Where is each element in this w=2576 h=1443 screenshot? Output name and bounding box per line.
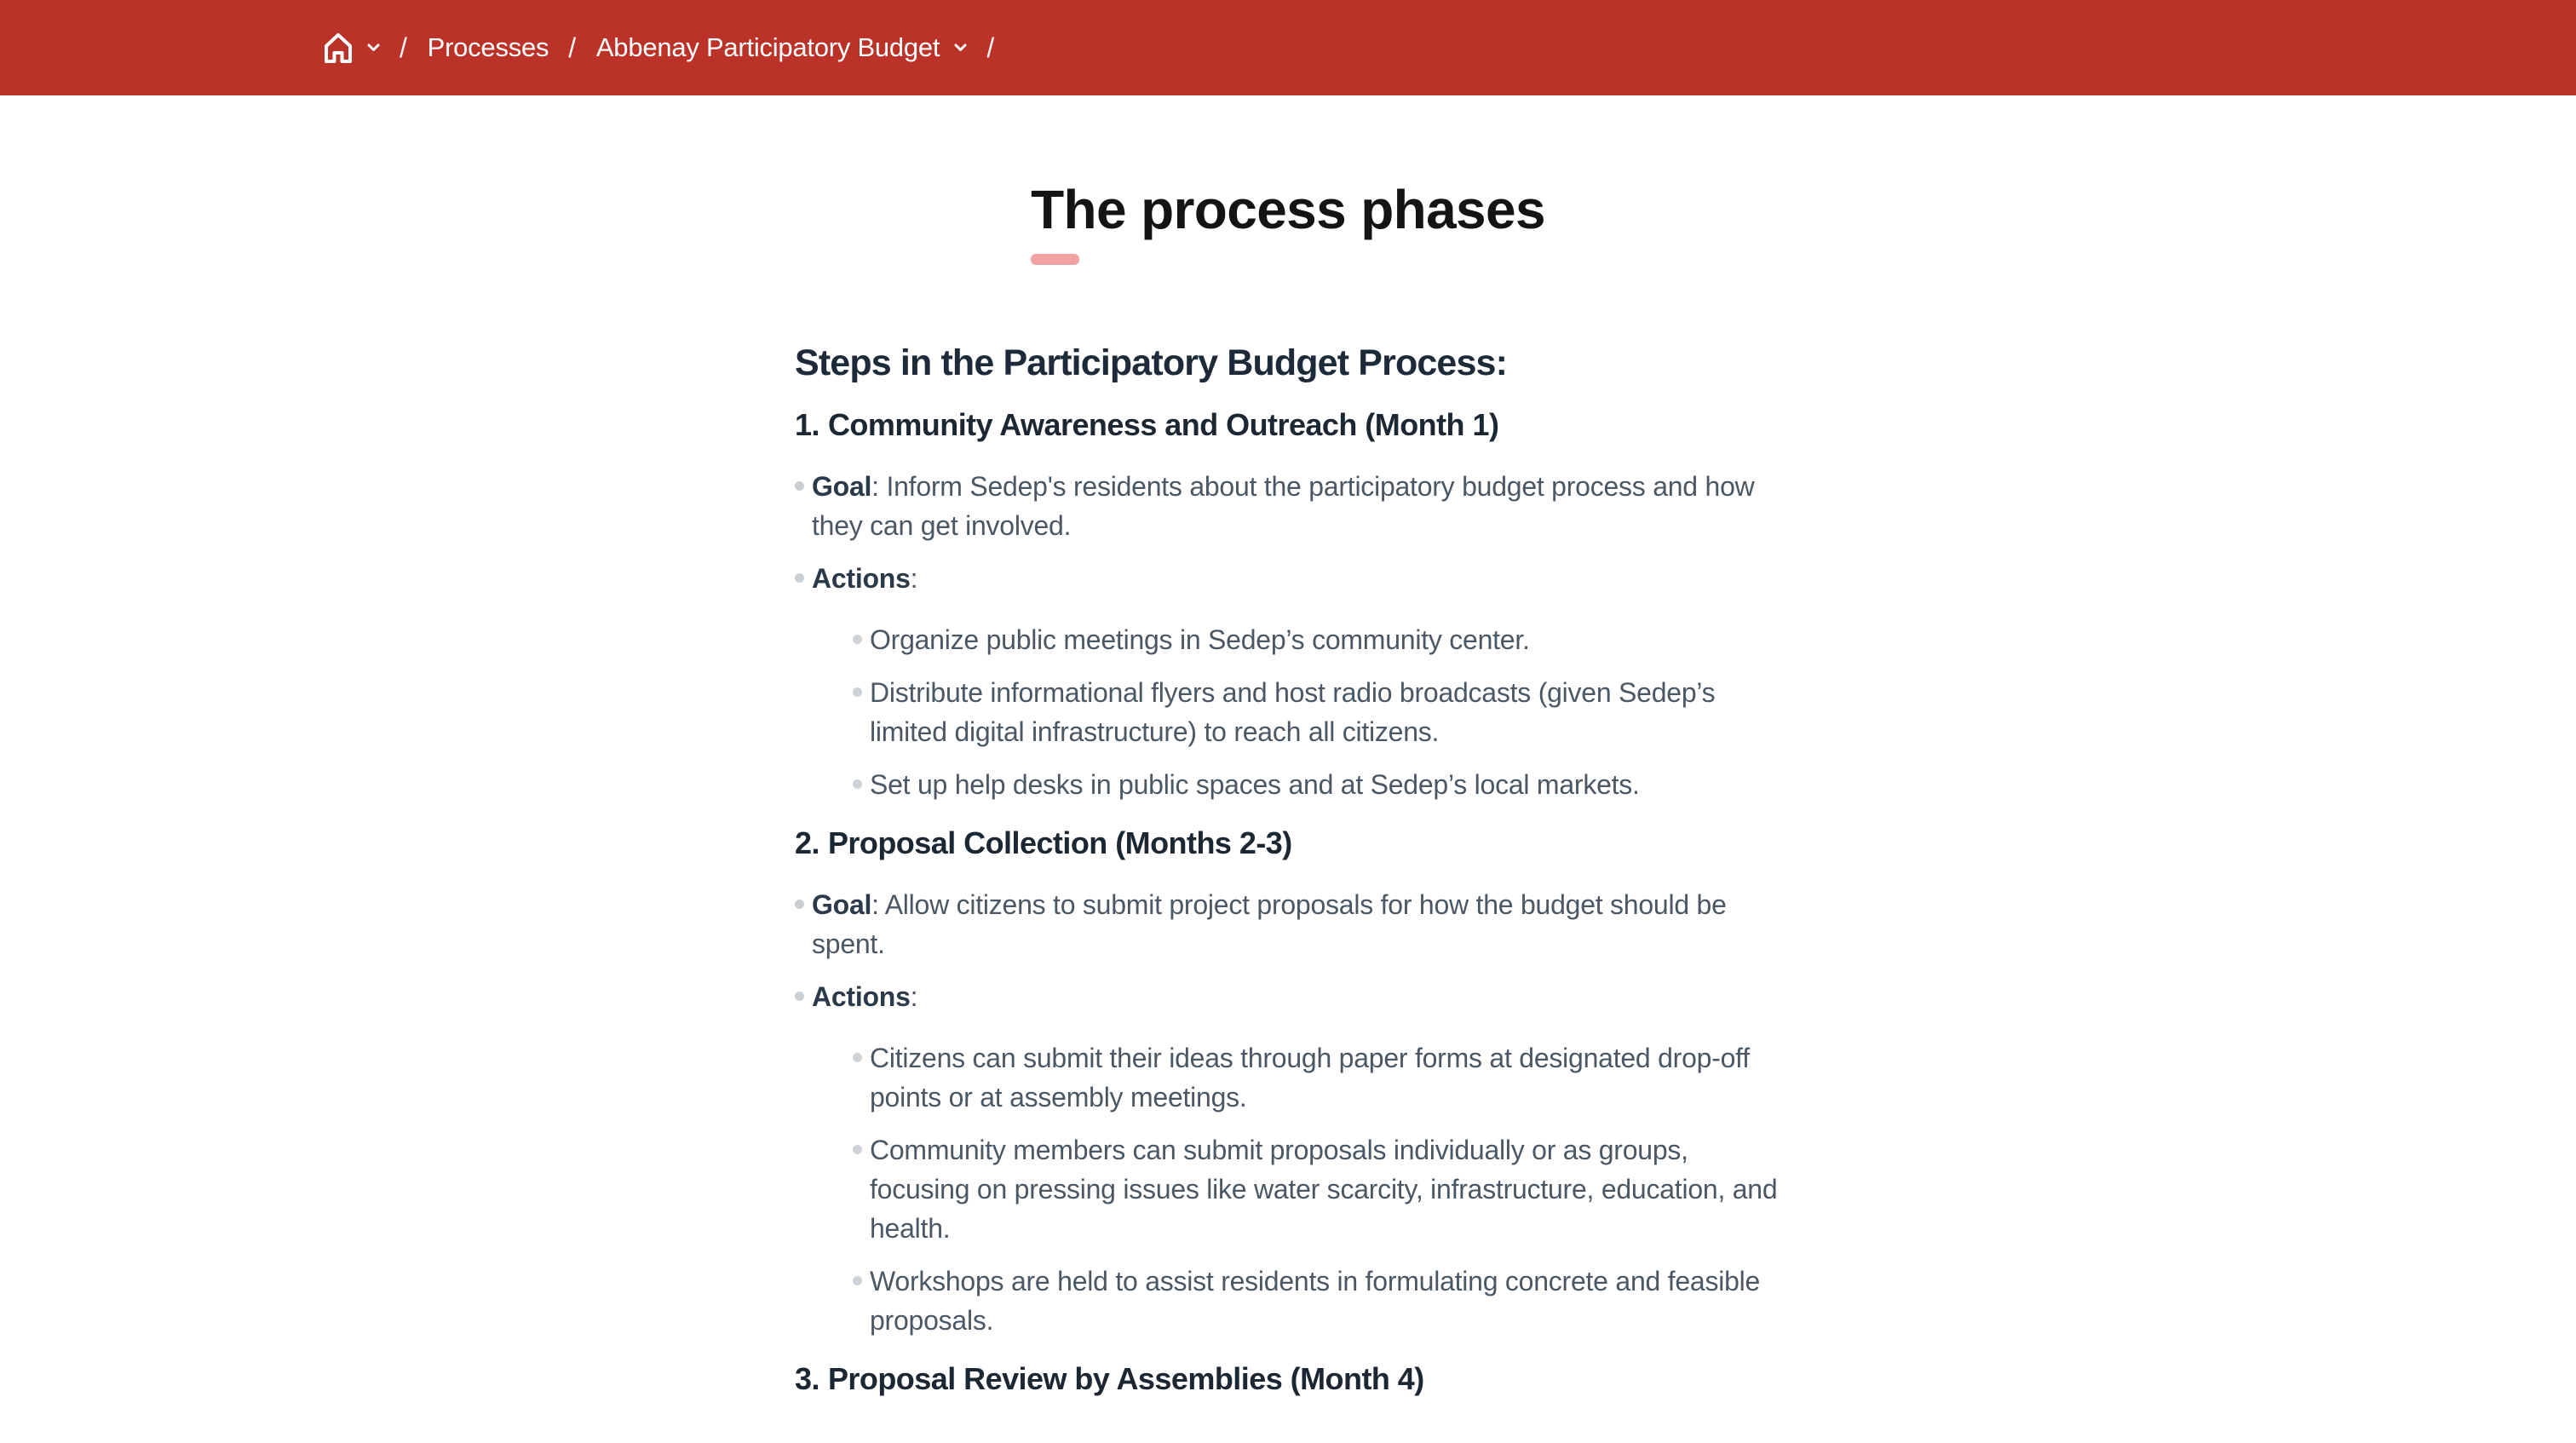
chevron-down-icon[interactable] <box>367 43 380 52</box>
goal-item <box>795 885 1781 963</box>
breadcrumb <box>324 32 994 64</box>
page-title-text: The process phases <box>1031 179 1545 240</box>
actions-label: Actions <box>812 563 911 594</box>
phase-2-actions-list <box>853 1038 1781 1340</box>
breadcrumb-link-processes[interactable]: Processes <box>427 32 549 62</box>
phase-1-title: Community Awareness and Outreach (Month 1) <box>827 407 1499 442</box>
actions-label: Actions <box>812 981 911 1012</box>
phase-1-actions-list <box>853 620 1781 804</box>
phase-section-3 <box>795 1360 1781 1397</box>
title-block <box>0 177 2576 265</box>
breadcrumb-separator: / <box>568 32 576 63</box>
actions-colon: : <box>910 563 918 594</box>
section-heading: Steps in the Participatory Budget Process: <box>795 342 1508 383</box>
phase-2-number: 2. <box>795 825 819 860</box>
actions-colon: : <box>910 981 918 1012</box>
phase-1-number: 1. <box>795 407 819 442</box>
page-title <box>1031 177 1545 265</box>
home-icon <box>324 32 353 64</box>
actions-item <box>795 977 1781 1340</box>
phase-2-title: Proposal Collection (Months 2-3) <box>827 825 1292 860</box>
phase-section-1 <box>795 406 1781 804</box>
actions-item <box>795 559 1781 804</box>
phase-1-list <box>795 467 1781 804</box>
action-item: Set up help desks in public spaces and at Sedep’s local markets. <box>853 765 1781 804</box>
phase-section-2 <box>795 825 1781 1340</box>
phase-2-heading <box>795 825 1781 861</box>
action-item: Distribute informational flyers and host radio broadcasts (given Sedep’s limited digital infrastructure) to reach all citizens. <box>853 673 1781 751</box>
goal-text: : Inform Sedep's residents about the participatory budget process and how they can get involved. <box>812 471 1755 541</box>
action-item: Organize public meetings in Sedep’s community center. <box>853 620 1781 659</box>
phase-1-heading <box>795 406 1781 443</box>
breadcrumb-bar <box>0 0 2576 95</box>
page-content <box>795 341 1781 1397</box>
action-item: Citizens can submit their ideas through paper forms at designated drop-off points or at assembly meetings. <box>853 1038 1781 1117</box>
process-page <box>0 177 2576 1397</box>
phase-3-heading <box>795 1360 1781 1397</box>
goal-label: Goal <box>812 889 872 920</box>
breadcrumb-container <box>324 32 2252 64</box>
title-underline-decoration <box>1031 254 1079 265</box>
home-link[interactable] <box>324 32 353 64</box>
breadcrumb-link-current-process[interactable]: Abbenay Participatory Budget <box>595 32 940 62</box>
breadcrumb-separator: / <box>986 32 994 63</box>
goal-item <box>795 467 1781 545</box>
chevron-down-icon[interactable] <box>954 43 967 52</box>
action-item: Community members can submit proposals individually or as groups, focusing on pressing issues like water scarcity, infrastructure, education, and health. <box>853 1130 1781 1248</box>
goal-text: : Allow citizens to submit project proposals for how the budget should be spent. <box>812 889 1727 959</box>
breadcrumb-separator: / <box>400 32 407 63</box>
phase-2-list <box>795 885 1781 1340</box>
goal-label: Goal <box>812 471 872 502</box>
phase-3-number: 3. <box>795 1361 819 1396</box>
action-item: Workshops are held to assist residents in formulating concrete and feasible proposals. <box>853 1262 1781 1340</box>
phase-3-title: Proposal Review by Assemblies (Month 4) <box>827 1361 1424 1396</box>
